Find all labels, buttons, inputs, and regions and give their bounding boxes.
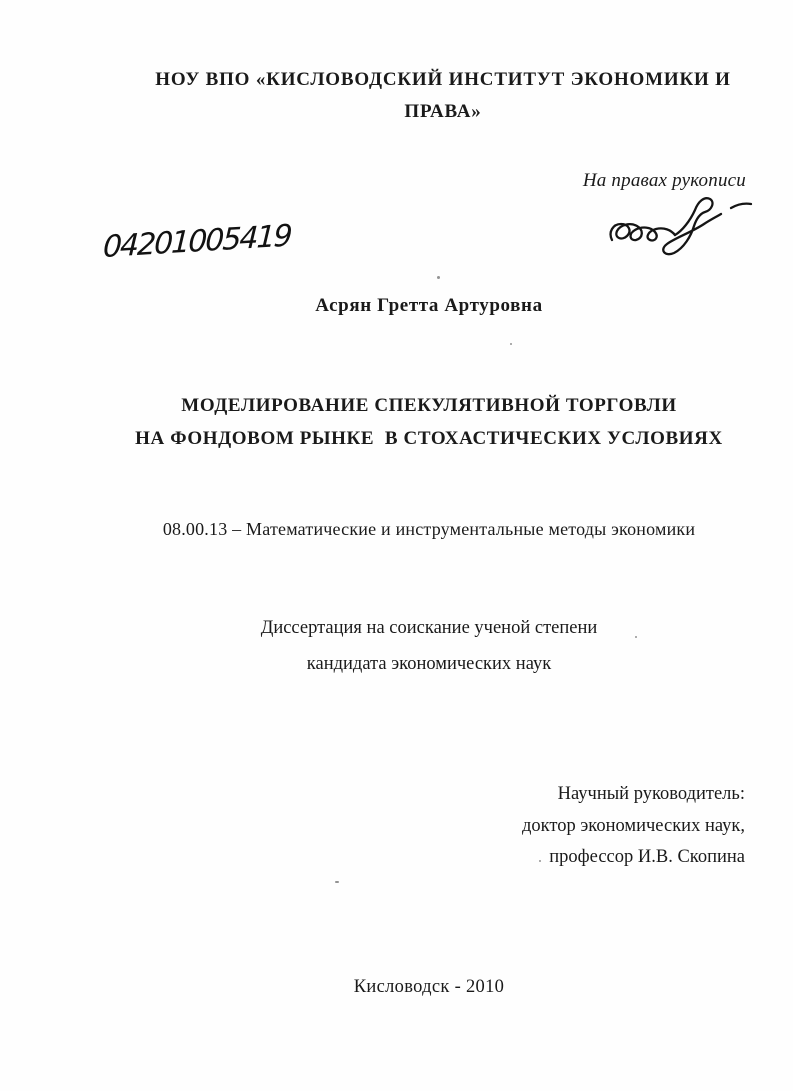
institution-header <box>143 64 743 128</box>
degree-line-2: кандидата экономических наук <box>306 654 552 674</box>
author-name: Асрян Гретта Артуровна <box>315 295 543 316</box>
city-year: Кисловодск - 2010 <box>353 977 505 997</box>
manuscript-rights-note: На правах рукописи <box>582 170 746 191</box>
title-line-1: МОДЕЛИРОВАНИЕ СПЕКУЛЯТИВНОЙ ТОРГОВЛИ <box>181 395 677 416</box>
signature-icon <box>604 191 759 259</box>
scan-speck <box>539 860 541 862</box>
scan-speck <box>335 881 339 883</box>
title-line-2: НА ФОНДОВОМ РЫНКЕ В СТОХАСТИЧЕСКИХ УСЛОВИЯХ <box>135 428 723 449</box>
supervisor-name: профессор И.В. Скопина <box>549 847 745 867</box>
supervisor-label: Научный руководитель: <box>557 784 745 804</box>
scan-speck <box>437 276 440 279</box>
supervisor-degree: доктор экономических наук, <box>521 815 745 836</box>
institution-line-1: НОУ ВПО «КИСЛОВОДСКИЙ ИНСТИТУТ ЭКОНОМИКИ И <box>155 69 731 90</box>
institution-line-2: ПРАВА» <box>404 101 482 122</box>
scan-speck <box>510 343 512 345</box>
supervisor-block <box>522 779 745 874</box>
specialty-line: 08.00.13 – Математические и инструментальные методы экономики <box>162 519 696 539</box>
degree-statement <box>65 610 793 682</box>
scan-speck <box>635 636 637 638</box>
dissertation-title <box>65 389 793 455</box>
degree-line-1: Диссертация на соискание ученой степени <box>260 618 598 638</box>
registration-number: 04201005419 <box>102 218 292 266</box>
